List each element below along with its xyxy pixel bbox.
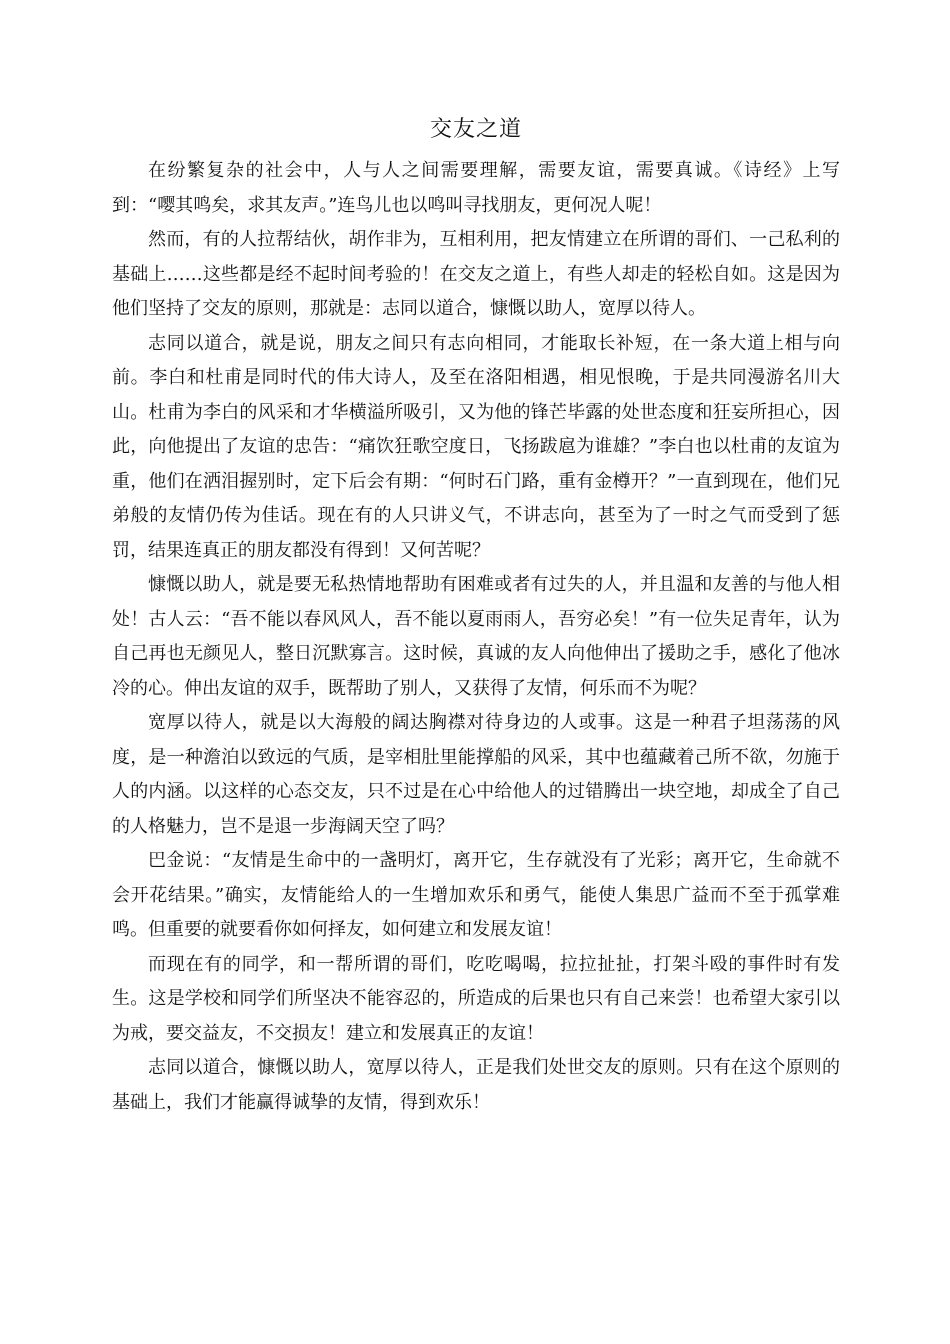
paragraph-6: 巴金说：“友情是生命中的一盏明灯，离开它，生存就没有了光彩；离开它，生命就不会开花结果。”确实，友情能给人的一生增加欢乐和勇气，能使人集思广益而不至于孤掌难鸣。但重要的就要看你如何择友，如何建立和发展友谊！ [112, 850, 840, 940]
paragraph-1: 在纷繁复杂的社会中，人与人之间需要理解，需要友谊，需要真诚。《诗经》上写到：“嘤其鸣矣，求其友声。”连鸟儿也以鸣叫寻找朋友，更何况人呢！ [112, 160, 840, 216]
paragraph-2: 然而，有的人拉帮结伙，胡作非为，互相利用，把友情建立在所谓的哥们、一己私利的基础上……这些都是经不起时间考验的！在交友之道上，有些人却走的轻松自如。这是因为他们坚持了交友的原则，那就是：志同以道合，慷慨以助人，宽厚以待人。 [112, 229, 840, 319]
paragraph-4: 慷慨以助人，就是要无私热情地帮助有困难或者有过失的人，并且温和友善的与他人相处！古人云：“吾不能以春风风人，吾不能以夏雨雨人，吾穷必矣！”有一位失足青年，认为自己再也无颜见人，整日沉默寡言。这时候，真诚的友人向他伸出了援助之手，感化了他冰冷的心。伸出友谊的双手，既帮助了别人，又获得了友情，何乐而不为呢？ [112, 574, 840, 699]
document-title: 交友之道 [429, 117, 522, 142]
document-page [112, 106, 840, 1120]
paragraph-5: 宽厚以待人，就是以大海般的阔达胸襟对待身边的人或事。这是一种君子坦荡荡的风度，是一种澹泊以致远的气质，是宰相肚里能撑船的风采，其中也蕴藏着己所不欲，勿施于人的内涵。以这样的心态交友，只不过是在心中给他人的过错腾出一块空地，却成全了自己的人格魅力，岂不是退一步海阔天空了吗？ [112, 712, 840, 837]
paragraph-8: 志同以道合，慷慨以助人，宽厚以待人，正是我们处世交友的原则。只有在这个原则的基础上，我们才能赢得诚挚的友情，得到欢乐！ [112, 1057, 840, 1113]
paragraph-3: 志同以道合，就是说，朋友之间只有志向相同，才能取长补短，在一条大道上相与向前。李白和杜甫是同时代的伟大诗人，及至在洛阳相遇，相见恨晚，于是共同漫游名川大山。杜甫为李白的风采和才华横溢所吸引，又为他的锋芒毕露的处世态度和狂妄所担心，因此，向他提出了友谊的忠告：“痛饮狂歌空度日，飞扬跋扈为谁雄？”李白也以杜甫的友谊为重，他们在洒泪握别时，定下后会有期：“何时石门路，重有金樽开？”一直到现在，他们兄弟般的友情仍传为佳话。现在有的人只讲义气，不讲志向，甚至为了一时之气而受到了惩罚，结果连真正的朋友都没有得到！又何苦呢？ [112, 332, 840, 561]
paragraph-7: 而现在有的同学，和一帮所谓的哥们，吃吃喝喝，拉拉扯扯，打架斗殴的事件时有发生。这是学校和同学们所坚决不能容忍的，所造成的后果也只有自己来尝！也希望大家引以为戒，要交益友，不交损友！建立和发展真正的友谊！ [112, 953, 840, 1044]
